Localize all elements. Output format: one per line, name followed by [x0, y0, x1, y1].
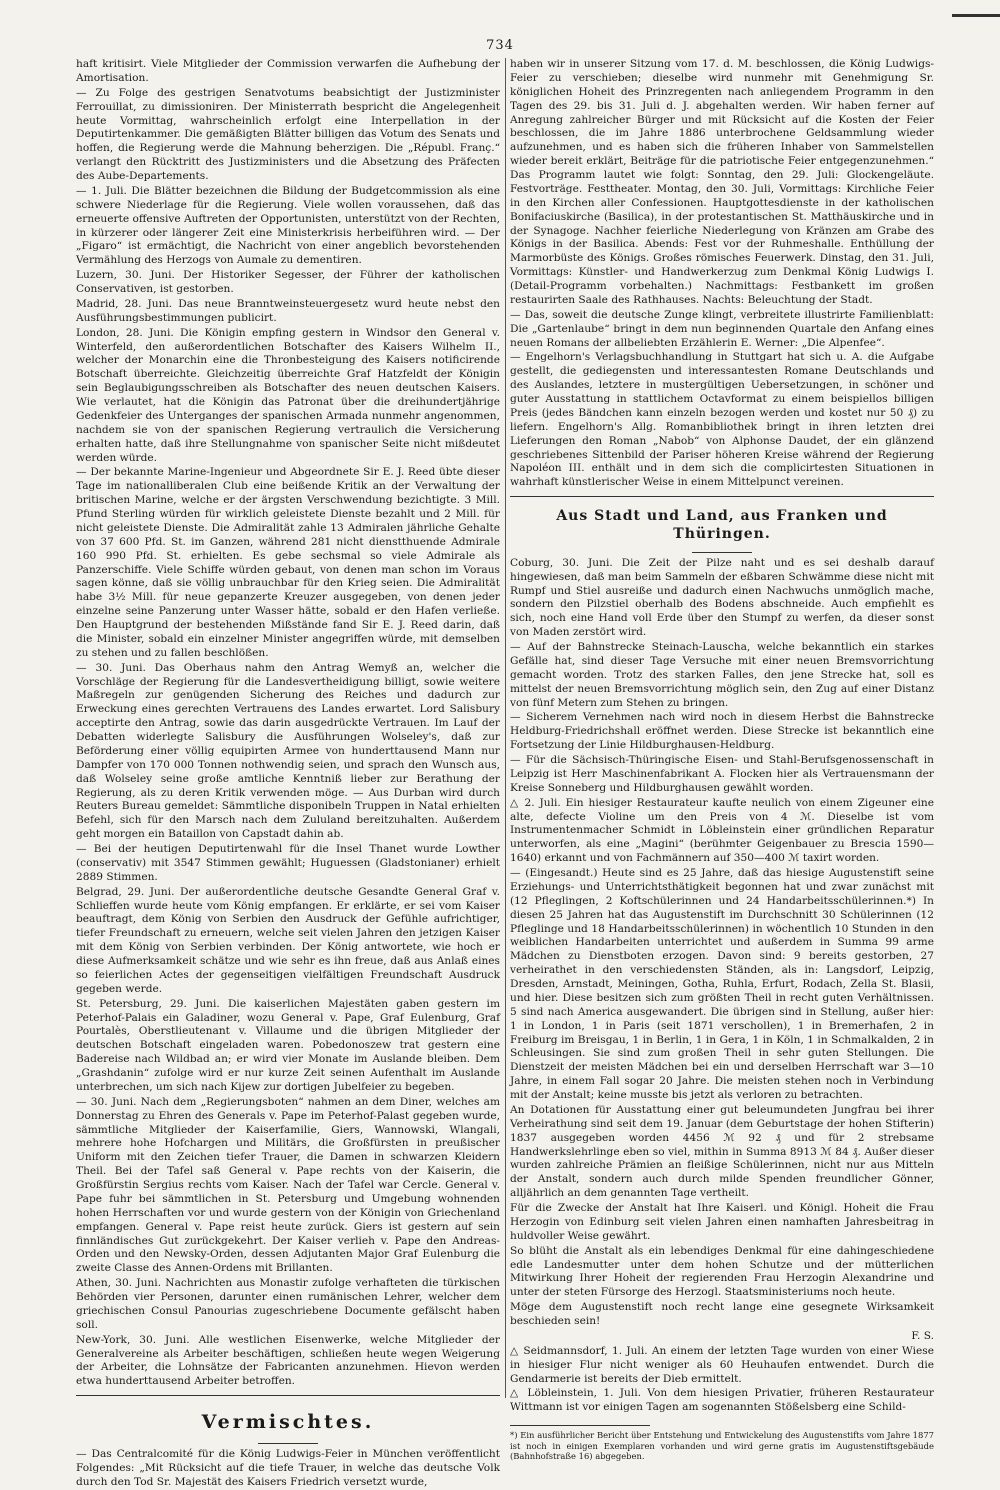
- article-paragraph: haft kritisirt. Viele Mitglieder der Commission verwarfen die Aufhebung der Amortisation.: [76, 58, 500, 84]
- left-column: [76, 58, 500, 1488]
- section-divider: [76, 1395, 500, 1396]
- footnote: *) Ein ausführlicher Bericht über Entstehung und Entwickelung des Augustenstifts vom Jahre 1877 ist noch in einigen Exemplaren vorhanden und wird gerne gratis im Augustenstiftsgebäude (Bahnhofstraße 16) abgegeben.: [510, 1430, 934, 1462]
- article-paragraph: So blüht die Anstalt als ein lebendiges Denkmal für eine dahingeschiedene edle Landesmutter unter dem hohen Schutze und der mütterlichen Mitwirkung Ihrer Hoheit der regierenden Frau Herzogin Alexandrine und unter der steten Fürsorge des Herzogl. Staatsministeriums noch heute.: [510, 1244, 934, 1299]
- article-paragraph: — (Eingesandt.) Heute sind es 25 Jahre, daß das hiesige Augustenstift seine Erziehungs- und Unterrichtsthätigkeit begonnen hat und zwar zunächst mit (12 Pfleglingen, 2 Koftschülerinnen und 24 Handarbeitsschülerinnen.*) In diesen 25 Jahren hat das Augustenstift im Durchschnitt 30 Schülerinnen (12 Pfleglinge und 18 Handarbeitsschülerinnen) in wöchentlich 10 Stunden in den weiblichen Handarbeiten unterrichtet und außerdem in Summa 99 arme Mädchen zu Dienstboten erzogen. Davon sind: 9 bereits gestorben, 27 verheirathet in den verschiedensten Ständen, als in: Langsdorf, Leipzig, Dresden, Arnstadt, Meiningen, Gotha, Ruhla, Erfurt, Rodach, Zella St. Blasii, und hier. Diese besitzen sich zum größten Theil in recht guten Verhältnissen. 5 sind nach America ausgewandert. Die übrigen sind in Stellung, außer hier: 1 in London, 1 in Paris (seit 1871 verschollen), 1 in Bremerhafen, 2 in Freiburg im Breisgau, 1 in Berlin, 1 in Gera, 1 in Köln, 1 in Schmalkalden, 2 in Schleusingen. Sie sind zum großen Theil in sehr guten Stellungen. Die Dienstzeit der meisten Mädchen bei ein und derselben Herrschaft war 3—10 Jahre, in einem Fall sogar 20 Jahre. Die meisten stehen noch in Verbindung mit der Anstalt; keine musste bis jetzt als verloren zu betrachten.: [510, 867, 934, 1102]
- article-paragraph: Belgrad, 29. Juni. Der außerordentliche deutsche Gesandte General Graf v. Schlieffen wurde heute vom König empfangen. Er erklärte, er sei vom Kaiser beauftragt, dem König von Serbien den Ausdruck der Gefühle aufrichtiger, tiefer Freundschaft zu erneuern, welche seit vielen Jahren den jetzigen Kaiser mit dem König von Serbien verbinden. Der König antwortete, wie hoch er diese Aufmerksamkeit schätze und wie sehr es ihn freue, daß aus Anlaß eines so feierlichen Actes der gegenseitigen vielfältigen Freundschaft Ausdruck gegeben werde.: [76, 885, 500, 995]
- article-paragraph: New-York, 30. Juni. Alle westlichen Eisenwerke, welche Mitglieder der Generalvereine als Arbeiter beschäftigen, schließen heute wegen Weigerung der Arbeiter, die Lohnsätze der Fabricanten anzunehmen. Hievon werden etwa hunderttausend Arbeiter betroffen.: [76, 1333, 500, 1388]
- article-paragraph: △ 2. Juli. Ein hiesiger Restaurateur kaufte neulich von einem Zigeuner eine alte, defecte Violine um den Preis von 4 ℳ. Dieselbe ist vom Instrumentenmacher Schmidt in Löbleinstein einer gründlichen Reparatur unterworfen, als eine „Magini“ (berühmter Geigenbauer zu Brescia 1590—1640) erkannt und von Fachmännern auf 350—400 ℳ taxirt worden.: [510, 796, 934, 865]
- article-paragraph: haben wir in unserer Sitzung vom 17. d. M. beschlossen, die König Ludwigs-Feier zu verschieben; dieselbe wird nunmehr mit Genehmigung Sr. königlichen Hoheit des Prinzregenten nach anliegendem Programm in den Tagen des 29. bis 31. Juli d. J. abgehalten werden. Wir haben ferner auf Anregung zahlreicher Bürger und mit Rücksicht auf die Kosten der Feier beschlossen, die im Jahre 1886 unterbrochene Geldsammlung wieder aufzunehmen, und es haben sich die früheren Inhaber von Sammelstellen wieder bereit erklärt, Beiträge für die patriotische Feier entgegenzunehmen.“ Das Programm lautet wie folgt: Sonntag, den 29. Juli: Glockengeläute. Festvorträge. Festtheater. Montag, den 30. Juli, Vormittags: Kirchliche Feier in den Kirchen aller Confessionen. Hauptgottesdienste in der katholischen Bonifaciuskirche (Basilica), in der protestantischen St. Matthäuskirche und in der Synagoge. Nachher feierliche Niederlegung von Kränzen am Grabe des Königs in der Basilica. Abends: Fest vor der Ruhmeshalle. Enthüllung der Marmorbüste des Königs. Großes römisches Feuerwerk. Dinstag, den 31. Juli, Vormittags: Künstler- und Handwerkerzug zum Denkmal König Ludwigs I. (Detail-Programm vorbehalten.) Nachmittags: Festbankett im großen restaurirten Saale des Rathhauses. Nachts: Beleuchtung der Stadt.: [510, 58, 934, 306]
- section-divider: [510, 496, 934, 497]
- left-column-articles: [76, 58, 500, 1389]
- heading-underline: [692, 552, 752, 553]
- top-edge-rule: [952, 14, 1000, 17]
- article-paragraph: — Sicherem Vernehmen nach wird noch in diesem Herbst die Bahnstrecke Heldburg-Friedrichshall eröffnet werden. Diese Strecke ist bekanntlich eine Fortsetzung der Linie Hildburghausen-Heldburg.: [510, 711, 934, 752]
- article-paragraph: — Engelhorn's Verlagsbuchhandlung in Stuttgart hat sich u. A. die Aufgabe gestellt, die gediegensten und interessantesten Romane Deutschlands und des Auslandes, letztere in mustergültigen Uebersetzungen, in schöner und guter Ausstattung in stattlichem Octavformat zu einem beispiellos billigen Preis (jedes Bändchen kann einzeln bezogen werden und kostet nur 50 ₰) zu liefern. Engelhorn's Allg. Romanbibliothek bringt in ihren letzten drei Lieferungen den Roman „Nabob“ von Alphonse Daudet, der ein glänzend geschriebenes Sittenbild der Pariser höheren Kreise während der Regierung Napoléon III. enthält und in dem sich die complicirtesten Situationen in wahrhaft künstlerischer Weise in einem Mittelpunct vereinen.: [510, 351, 934, 489]
- article-paragraph: — Zu Folge des gestrigen Senatvotums beabsichtigt der Justizminister Ferrouillat, zu dimissioniren. Der Ministerrath bespricht die Angelegenheit heute Vormittag, wahrscheinlich erfolgt eine Interpellation in der Deputirtenkammer. Die gemäßigten Blätter billigen das Votum des Senats und hoffen, die Regierung werde die Mahnung beherzigen. Die „Républ. Franç.“ verlangt den Rücktritt des Justizministers und die Absetzung des Präfecten des Aube-Departements.: [76, 86, 500, 182]
- heading-underline: [258, 1443, 318, 1444]
- article-paragraph: Möge dem Augustenstift noch recht lange eine gesegnete Wirksamkeit beschieden sein!: [510, 1301, 934, 1328]
- article-paragraph: St. Petersburg, 29. Juni. Die kaiserlichen Majestäten gaben gestern im Peterhof-Palais ein Galadiner, wozu General v. Pape, Graf Eulenburg, Graf Pourtalès, Oberstlieutenant v. Villaume und die übrigen Mitglieder der deutschen Botschaft eingeladen waren. Pobedonoszew trat gestern eine Badereise nach Wildbad an; er wird vier Monate im Auslande bleiben. Dem „Grashdanin“ zufolge wird er nur kurze Zeit seinen Aufenthalt im Auslande unterbrechen, um sich nach Kijew zur dortigen Jubelfeier zu begeben.: [76, 997, 500, 1093]
- article-signature: F. S.: [911, 1329, 934, 1342]
- article-paragraph: △ Löbleinstein, 1. Juli. Von dem hiesigen Privatier, früheren Restaurateur Wittmann ist vor einigen Tagen am sogenannten Stößelsberg eine Schild-: [510, 1387, 934, 1414]
- vermischtes-heading: Vermischtes.: [201, 1411, 375, 1434]
- article-paragraph: London, 28. Juni. Die Königin empfing gestern in Windsor den General v. Winterfeld, den außerordentlichen Botschafter des Kaisers Wilhelm II., welcher der Monarchin eine die Thronbesteigung des Kaisers notificirende Botschaft überreichte. Gleichzeitig überreichte Graf Hatzfeldt der Königin sein Beglaubigungsschreiben als Botschafter des neuen deutschen Kaisers. Wie verlautet, hat die Königin das Patronat über die dreihundertjährige Gedenkfeier des Unterganges der spanischen Armada nunmehr angenommen, nachdem sie von der spanischen Regierung vertraulich die Versicherung erhalten hatte, daß ihre Stellungnahme von spanischer Seite nicht mißdeutet werden würde.: [76, 326, 500, 464]
- article-paragraph: △ Seidmannsdorf, 1. Juli. An einem der letzten Tage wurden von einer Wiese in hiesiger Flur nicht weniger als 60 Heuhaufen entwendet. Durch die Gendarmerie ist bereits der Dieb ermittelt.: [510, 1344, 934, 1385]
- right-column-articles: [510, 58, 934, 490]
- local-news-more-articles: [510, 1345, 934, 1415]
- footnote-rule: [510, 1425, 650, 1426]
- column-divider: [505, 58, 506, 1398]
- right-column: [510, 58, 934, 1462]
- article-paragraph: — Der bekannte Marine-Ingenieur und Abgeordnete Sir E. J. Reed übte dieser Tage im nationalliberalen Club eine beißende Kritik an der Verwaltung der britischen Marine, welche er der ärgsten Verschwendung bezichtigte. 3 Mill. Pfund Sterling würden für wirklich geleistete Dienste bezahlt und 2 Mill. für nicht geleistete Dienste. Die Admiralität zahle 13 Admiralen jährliche Gehalte von 37 600 Pfd. St. im Ganzen, während 281 nicht dienstthuende Admirale 160 990 Pfd. St. erhielten. Es gebe sechsmal so viele Admirale als Panzerschiffe. Viele Schiffe würden gebaut, von denen man schon im Voraus sagen könne, daß sie völlig unbrauchbar für den Krieg seien. Die Admiralität habe 3½ Mill. für neue gepanzerte Kreuzer ausgegeben, von denen jeder einzelne seine Panzerung unter Wasser hätte, sobald er den Hafen verließe. Den Hauptgrund der bestehenden Mißstände fand Sir E. J. Reed darin, daß die Minister, sobald ein einzelner Minister angegriffen würde, mit demselben zu stehen und zu fallen beschlößen.: [76, 466, 500, 659]
- article-paragraph: — Bei der heutigen Deputirtenwahl für die Insel Thanet wurde Lowther (conservativ) mit 3547 Stimmen gewählt; Huguessen (Gladstonianer) erhielt 2889 Stimmen.: [76, 843, 500, 883]
- article-paragraph: Athen, 30. Juni. Nachrichten aus Monastir zufolge verhafteten die türkischen Behörden vier Personen, darunter einen rumänischen Lehrer, welcher dem griechischen Consul Panourias zugeschriebene Documente gefälscht haben soll.: [76, 1277, 500, 1331]
- page-number: 734: [486, 38, 514, 53]
- local-news-heading: Aus Stadt und Land, aus Franken und Thüringen.: [556, 508, 888, 543]
- article-paragraph: — 1. Juli. Die Blätter bezeichnen die Bildung der Budgetcommission als eine schwere Niederlage für die Regierung. Viele wollen voraussehen, daß das erneuerte offensive Auftreten der Opportunisten, unterstützt von der Rechten, in kürzerer oder längerer Zeit eine Ministerkrisis herbeiführen wird. — Der „Figaro“ ist ermächtigt, die Nachricht von einer angeblich bevorstehenden Vermählung des Herzogs von Aumale zu dementiren.: [76, 184, 500, 267]
- article-paragraph: — Das, soweit die deutsche Zunge klingt, verbreitete illustrirte Familienblatt: Die „Gartenlaube“ bringt in dem nun beginnenden Quartale den Anfang eines neuen Romans der allbeliebten Erzählerin E. Werner: „Die Alpenfee“.: [510, 308, 934, 349]
- article-paragraph: Luzern, 30. Juni. Der Historiker Segesser, der Führer der katholischen Conservativen, ist gestorben.: [76, 269, 500, 295]
- article-paragraph: — Auf der Bahnstrecke Steinach-Lauscha, welche bekanntlich ein starkes Gefälle hat, sind dieser Tage Versuche mit einer neuen Bremsvorrichtung gemacht worden. Trotz des starken Falles, den jene Strecke hat, soll es mittelst der neuen Bremsvorrichtung möglich sein, den Zug auf einer Distanz von fünf Metern zum Stehen zu bringen.: [510, 641, 934, 709]
- article-paragraph: Für die Zwecke der Anstalt hat Ihre Kaiserl. und Königl. Hoheit die Frau Herzogin von Edinburg seit vielen Jahren einen namhaften Jahresbeitrag in huldvoller Weise gewährt.: [510, 1202, 934, 1242]
- vermischtes-articles: [76, 1448, 500, 1490]
- local-news-articles: [510, 557, 934, 1329]
- article-paragraph: — Das Centralcomité für die König Ludwigs-Feier in München veröffentlicht Folgendes: „Mit Rücksicht auf die tiefe Trauer, in welche das deutsche Volk durch den Tod Sr. Majestät des Kaisers Friedrich versetzt wurde,: [76, 1448, 500, 1488]
- article-paragraph: — 30. Juni. Das Oberhaus nahm den Antrag Wemyß an, welcher die Vorschläge der Regierung für die Landesvertheidigung billigt, sowie weitere Maßregeln zur genügenden Sicherung des Reiches und dadurch zur Erweckung eines gerechten Vertrauens des Landes erwartet. Lord Salisbury acceptirte den Antrag, sowie das darin ausgedrückte Vertrauen. Im Lauf der Debatten widerlegte Salisbury die Ausführungen Wolseley's, daß zur Beförderung einer völlig equipirten Armee von hunderttausend Mann nur Dampfer von 170 000 Tonnen nothwendig seien, und sprach den Wunsch aus, daß Wolseley seine große amtliche Kenntniß lieber zur Berathung der Regierung, als zu deren Kritik verwenden möge. — Aus Durban wird durch Reuters Bureau gemeldet: Sämmtliche disponibeln Truppen in Natal erhielten Befehl, sich für den Marsch nach dem Zululand bereitzuhalten. Außerdem geht morgen ein Bataillon von Capstadt dahin ab.: [76, 661, 500, 841]
- article-paragraph: — 30. Juni. Nach dem „Regierungsboten“ nahmen an dem Diner, welches am Donnerstag zu Ehren des Generals v. Pape im Peterhof-Palast gegeben wurde, sämmtliche Mitglieder der Kaiserfamilie, Giers, Wannowski, Wlangali, mehrere hohe Hofchargen und Militärs, die Großfürsten in preußischer Uniform mit den Zeichen tiefer Trauer, die Damen in schwarzen Kleidern Theil. Bei der Tafel saß General v. Pape rechts von der Kaiserin, die Großfürstin Sergius rechts vom Kaiser. Nach der Tafel war Cercle. General v. Pape fuhr bei sämmtlichen in St. Petersburg und Umgebung wohnenden hohen Herrschaften vor und wurde gestern von der Königin von Griechenland empfangen. General v. Pape reist heute zurück. Giers ist gestern auf sein finnländisches Gut zurückgekehrt. Der Kaiser verlieh v. Pape den Andreas-Orden und den Newsky-Orden, dessen Adjutanten Major Graf Eulenburg die zweite Classe des Annen-Ordens mit Brillanten.: [76, 1095, 500, 1275]
- article-paragraph: An Dotationen für Ausstattung einer gut beleumundeten Jungfrau bei ihrer Verheirathung sind seit dem 19. Januar (dem Geburtstage der hohen Stifterin) 1837 ausgegeben worden 4456 ℳ 92 ₰ und für 2 strebsame Handwerkslehrlinge eben so viel, mithin in Summa 8913 ℳ 84 ₰. Außer dieser wurden zahlreiche Prämien an fleißige Schülerinnen, nicht nur aus Mitteln der Anstalt, sondern auch durch milde Spenden freundlicher Gönner, alljährlich an dem genannten Tage vertheilt.: [510, 1103, 934, 1200]
- article-paragraph: Coburg, 30. Juni. Die Zeit der Pilze naht und es sei deshalb darauf hingewiesen, daß man beim Sammeln der eßbaren Schwämme diese nicht mit Rumpf und Stiel ausreiße und dadurch einen Nachwuchs unmöglich mache, sondern den Pilzstiel oberhalb des Bodens abschneide. Auch empfiehlt es sich, noch eine Hand voll Erde über den Stumpf zu werfen, da dieser sonst von Maden zerstört wird.: [510, 556, 934, 639]
- article-paragraph: Madrid, 28. Juni. Das neue Branntweinsteuergesetz wurd heute nebst den Ausführungsbestimmungen publicirt.: [76, 297, 500, 324]
- article-paragraph: — Für die Sächsisch-Thüringische Eisen- und Stahl-Berufsgenossenschaft in Leipzig ist Herr Maschinenfabrikant A. Flocken hier als Vertrauensmann der Kreise Sonneberg und Hildburghausen gewählt worden.: [510, 754, 934, 794]
